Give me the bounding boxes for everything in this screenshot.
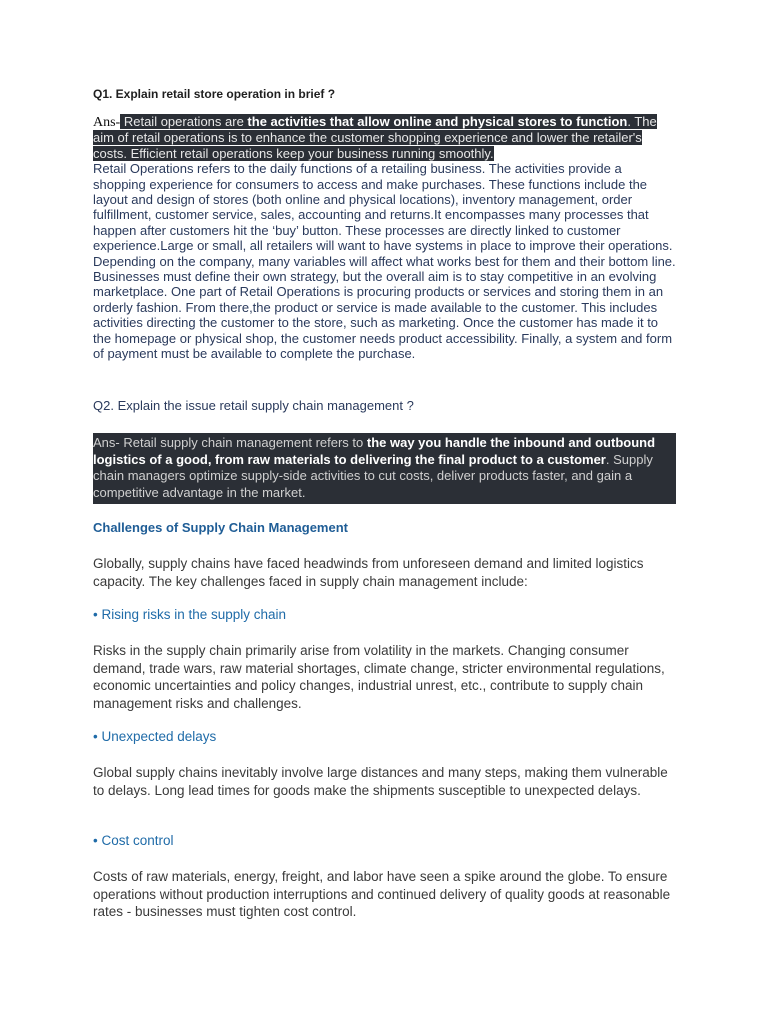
answer-1-label: Ans-	[93, 115, 121, 130]
challenge-body-risks: Risks in the supply chain primarily arise from volatility in the markets. Changing consumer demand, trade wars, raw material shortages, climate change, stricter environmental regulations, economic uncertainties and policy changes, industrial unrest, etc., contribute to supply chain management risks and challenges.	[93, 643, 665, 711]
answer-2-label: Ans-	[93, 435, 120, 450]
challenge-title-risks: • Rising risks in the supply chain	[93, 607, 287, 622]
challenge-body-delays: Global supply chains inevitably involve large distances and many steps, making them vulnerable to delays. Long lead times for goods make the shipments susceptible to unexpected delays.	[93, 765, 668, 798]
answer-1-highlight-lead: Retail operations are	[120, 114, 248, 129]
answer-1-highlight-bold: the activities that allow online and physical stores to function	[247, 114, 628, 129]
answer-2-bold: the way you handle the inbound and outbound logistics of a good, from raw materials to delivering the final product to a customer	[93, 435, 656, 467]
challenge-title-cost: • Cost control	[93, 833, 174, 848]
challenge-body-cost: Costs of raw materials, energy, freight, and labor have seen a spike around the globe. To ensure operations without production interruptions and continued delivery of quality goods at reasonable rates - businesses must tighten cost control.	[93, 869, 671, 919]
challenges-heading: Challenges of Supply Chain Management	[93, 520, 348, 535]
answer-1-highlight	[93, 114, 657, 161]
question-2: Q2. Explain the issue retail supply chain management ?	[93, 398, 414, 413]
challenge-title-delays: • Unexpected delays	[93, 729, 217, 744]
question-1: Q1. Explain retail store operation in brief ?	[93, 87, 336, 101]
answer-1-highlight-tail: . The aim of retail operations is to enhance the customer shopping experience and lower the retailer's costs. Efficient retail operations keep your business running smoothly.	[93, 114, 657, 161]
answer-2-tail: . Supply chain managers optimize supply-side activities to cut costs, deliver products faster, and gain a competitive advantage in the market.	[93, 451, 653, 500]
answer-2-lead: Retail supply chain management refers to	[119, 435, 367, 450]
challenges-intro: Globally, supply chains have faced headwinds from unforeseen demand and limited logistics capacity. The key challenges faced in supply chain management include:	[93, 556, 644, 589]
answer-1-body: Retail Operations refers to the daily functions of a retailing business. The activities provide a shopping experience for consumers to access and make purchases. These functions include the layout and design of stores (both online and physical locations), inventory management, order fulfillment, customer service, sales, accounting and returns.It encompasses many processes that happen after customers hit the ‘buy’ button. These processes are directly linked to customer experience.Large or small, all retailers will want to have systems in place to improve their operations. Depending on the company, many variables will affect what works best for them and their bottom line. Businesses must define their own strategy, but the overall aim is to stay competitive in an evolving marketplace. One part of Retail Operations is procuring products or services and storing them in an orderly fashion. From there,the product or service is made available to the customer. This includes activities directing the customer to the store, such as marketing. Once the customer has made it to the homepage or physical shop, the customer needs product accessibility. Finally, a system and form of payment must be available to complete the purchase.	[93, 161, 676, 362]
answer-1	[93, 114, 678, 362]
answer-2	[93, 433, 676, 504]
